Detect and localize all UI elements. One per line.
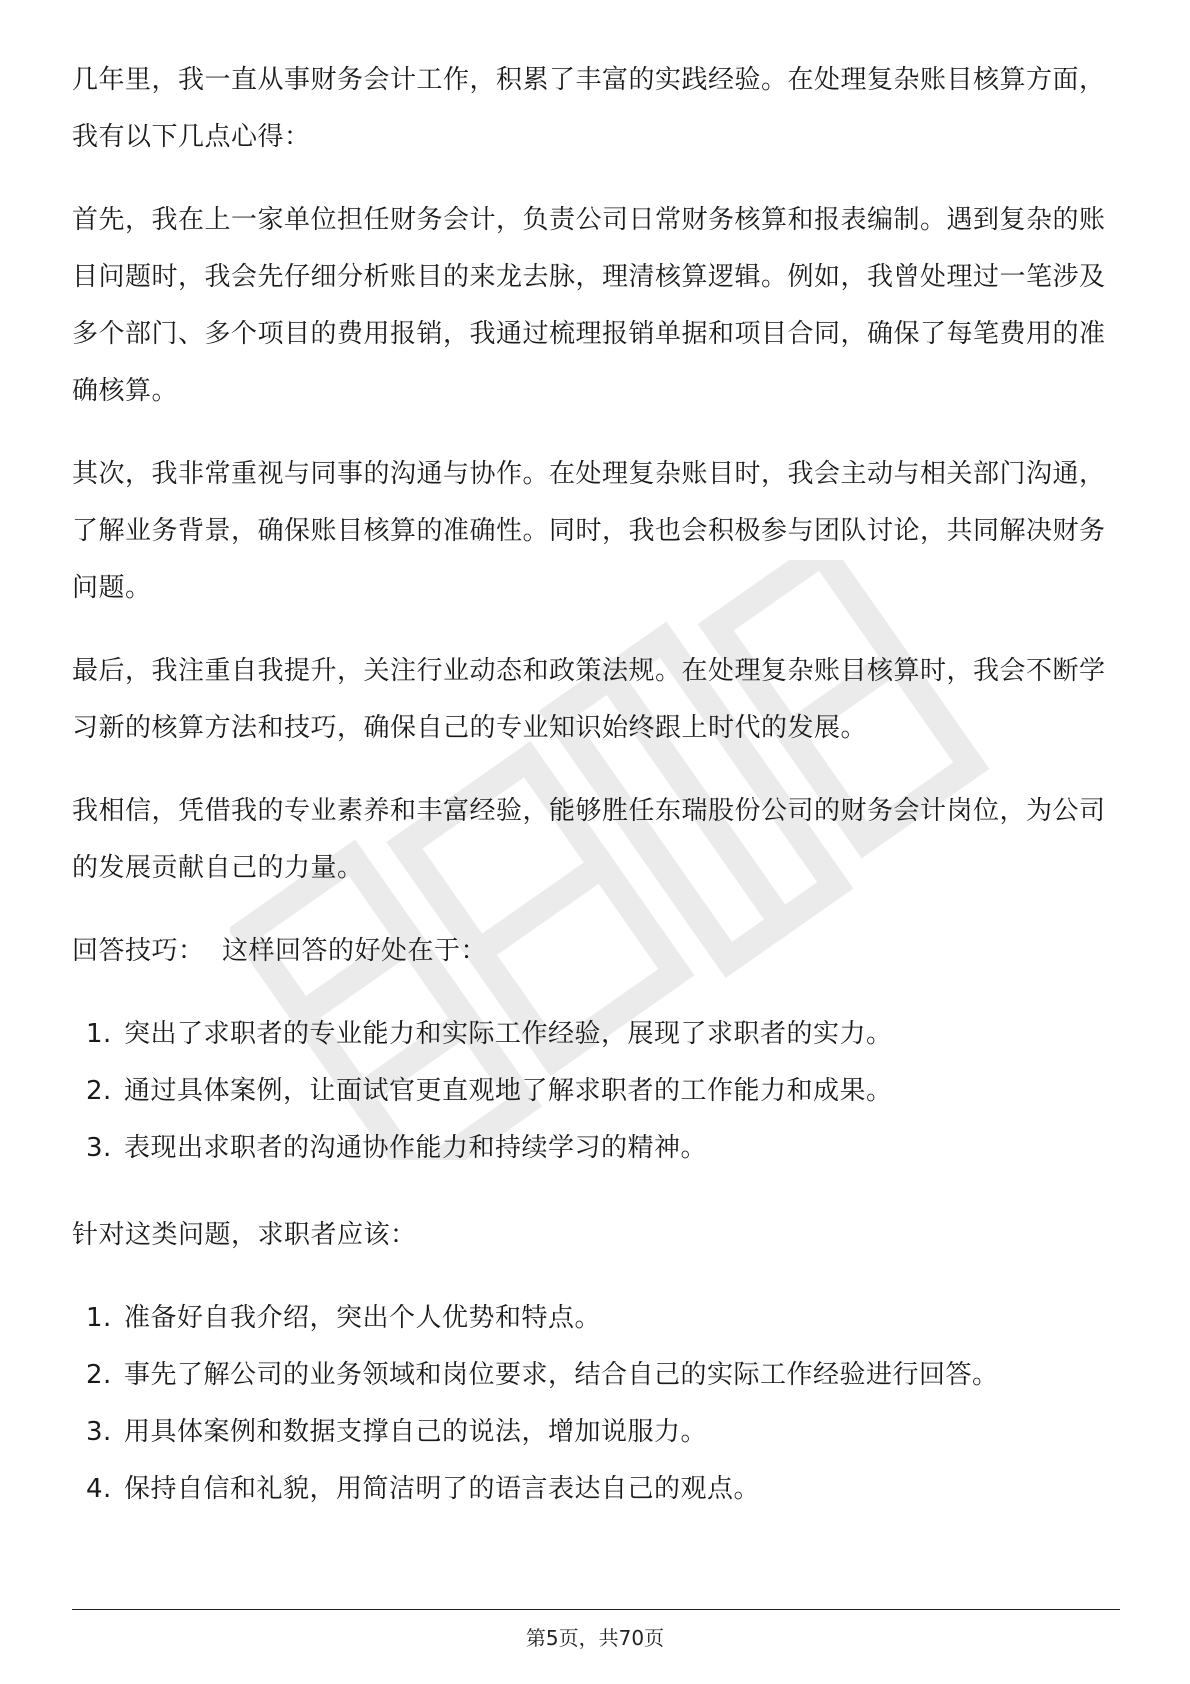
list-item	[72, 1120, 1120, 1177]
page-content	[72, 52, 1120, 1548]
paragraph-intro: 几年里，我一直从事财务会计工作，积累了丰富的实践经验。在处理复杂账目核算方面，我有以下几点心得：	[72, 65, 1106, 152]
tips-heading: 回答技巧： 这样回答的好处在于：	[72, 936, 488, 966]
list-number: 1.	[86, 1019, 112, 1049]
page-number: 第5页，共70页	[525, 1626, 665, 1650]
list-number: 2.	[86, 1360, 112, 1390]
list-number: 3.	[86, 1133, 112, 1163]
list-text: 突出了求职者的专业能力和实际工作经验，展现了求职者的实力。	[124, 1019, 893, 1049]
list-text: 用具体案例和数据支撑自己的说法，增加说服力。	[124, 1417, 708, 1447]
list-number: 2.	[86, 1076, 112, 1106]
list-text: 事先了解公司的业务领域和岗位要求，结合自己的实际工作经验进行回答。	[124, 1360, 999, 1390]
list-text: 准备好自我介绍，突出个人优势和特点。	[124, 1303, 602, 1333]
paragraph-first: 首先，我在上一家单位担任财务会计，负责公司日常财务核算和报表编制。遇到复杂的账目问题时，我会先仔细分析账目的来龙去脉，理清核算逻辑。例如，我曾处理过一笔涉及多个部门、多个项目的费用报销，我通过梳理报销单据和项目合同，确保了每笔费用的准确核算。	[72, 205, 1106, 406]
list-item	[72, 1290, 1120, 1347]
list-item	[72, 1006, 1120, 1063]
list-item	[72, 1347, 1120, 1404]
paragraph-last: 最后，我注重自我提升，关注行业动态和政策法规。在处理复杂账目核算时，我会不断学习新的核算方法和技巧，确保自己的专业知识始终跟上时代的发展。	[72, 656, 1106, 743]
paragraph-conclusion: 我相信，凭借我的专业素养和丰富经验，能够胜任东瑞股份公司的财务会计岗位，为公司的发展贡献自己的力量。	[72, 796, 1106, 883]
list-number: 3.	[86, 1417, 112, 1447]
list-number: 1.	[86, 1303, 112, 1333]
list-item	[72, 1063, 1120, 1120]
advice-heading: 针对这类问题，求职者应该：	[72, 1220, 417, 1250]
footer-divider	[72, 1609, 1120, 1610]
list-number: 4.	[86, 1474, 112, 1504]
list-text: 通过具体案例，让面试官更直观地了解求职者的工作能力和成果。	[124, 1076, 893, 1106]
tips-list	[72, 1006, 1120, 1177]
paragraph-second: 其次，我非常重视与同事的沟通与协作。在处理复杂账目时，我会主动与相关部门沟通，了解业务背景，确保账目核算的准确性。同时，我也会积极参与团队讨论，共同解决财务问题。	[72, 459, 1106, 603]
list-text: 表现出求职者的沟通协作能力和持续学习的精神。	[124, 1133, 708, 1163]
list-item	[72, 1404, 1120, 1461]
advice-list	[72, 1290, 1120, 1518]
list-text: 保持自信和礼貌，用简洁明了的语言表达自己的观点。	[124, 1474, 761, 1504]
list-item	[72, 1461, 1120, 1518]
